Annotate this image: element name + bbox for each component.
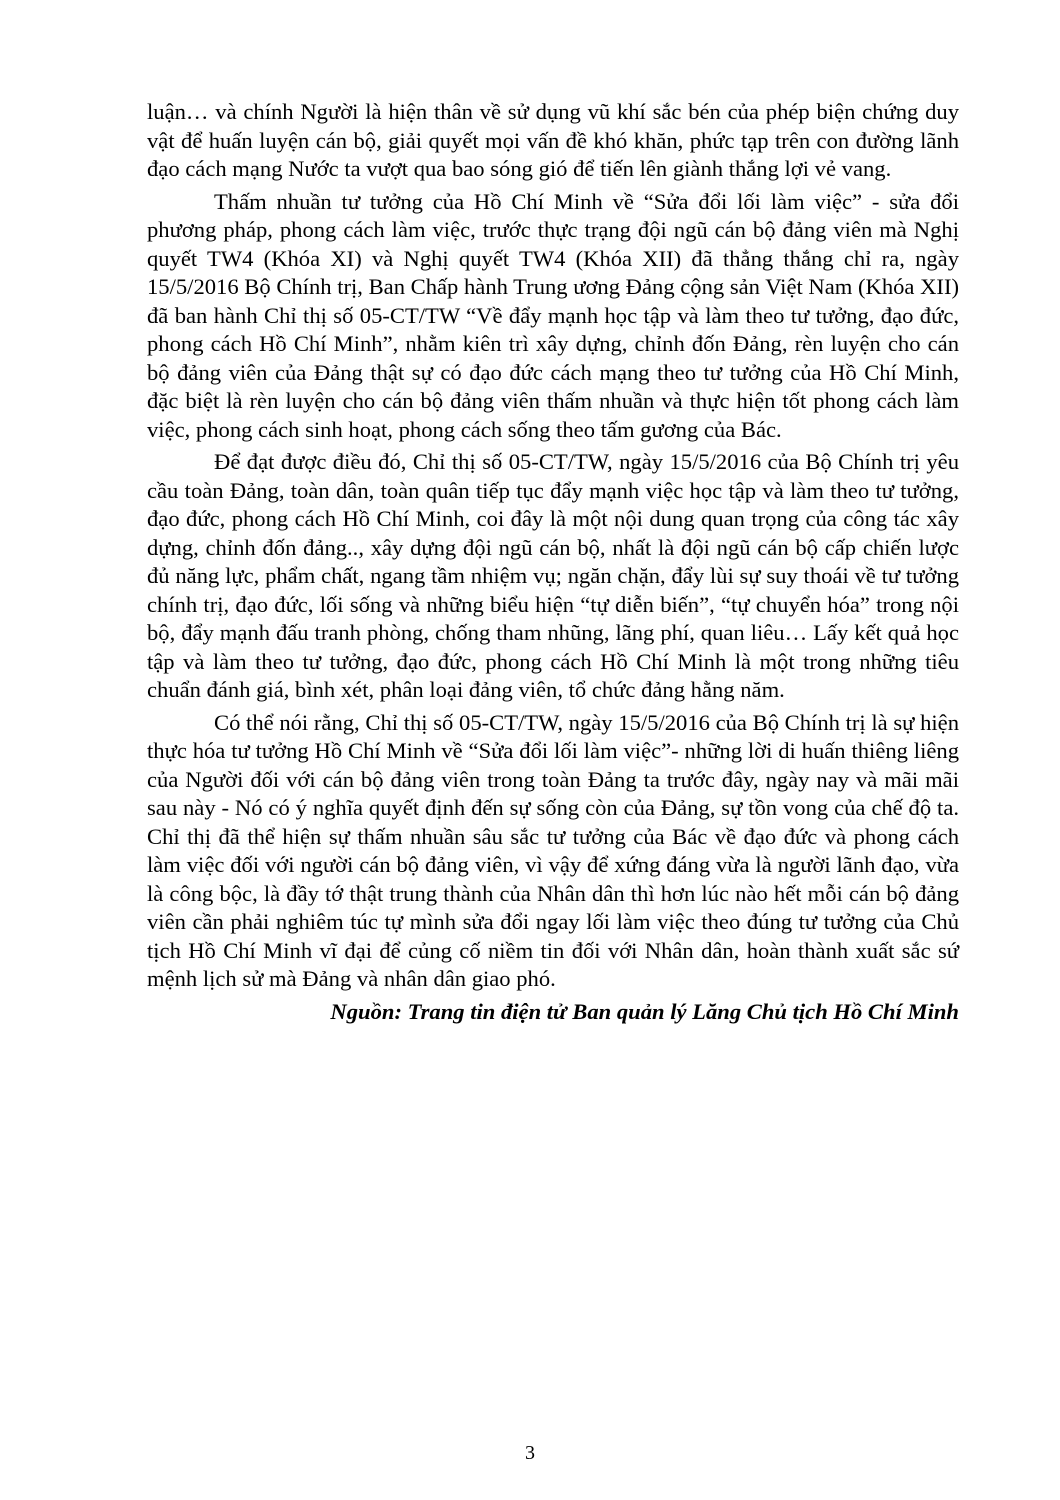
document-body (147, 98, 959, 1026)
paragraph: Để đạt được điều đó, Chỉ thị số 05-CT/TW, ngày 15/5/2016 của Bộ Chính trị yêu cầu toàn Đảng, toàn dân, toàn quân tiếp tục đẩy mạnh việc học tập và làm theo tư tưởng, đạo đức, phong cách Hồ Chí Minh, coi đây là một nội dung quan trọng của công tác xây dựng, chỉnh đốn đảng.., xây dựng đội ngũ cán bộ, nhất là đội ngũ cán bộ cấp chiến lược đủ năng lực, phẩm chất, ngang tầm nhiệm vụ; ngăn chặn, đẩy lùi sự suy thoái về tư tưởng chính trị, đạo đức, lối sống và những biểu hiện “tự diễn biến”, “tự chuyển hóa” trong nội bộ, đẩy mạnh đấu tranh phòng, chống tham nhũng, lãng phí, quan liêu… Lấy kết quả học tập và làm theo tư tưởng, đạo đức, phong cách Hồ Chí Minh là một trong những tiêu chuẩn đánh giá, bình xét, phân loại đảng viên, tổ chức đảng hằng năm. (147, 449, 959, 702)
paragraph: Có thể nói rằng, Chỉ thị số 05-CT/TW, ngày 15/5/2016 của Bộ Chính trị là sự hiện thực hóa tư tưởng Hồ Chí Minh về “Sửa đổi lối làm việc”- những lời di huấn thiêng liêng của Người đối với cán bộ đảng viên trong toàn Đảng ta trước đây, ngày nay và mãi mãi sau này - Nó có ý nghĩa quyết định đến sự sống còn của Đảng, sự tồn vong của chế độ ta. Chỉ thị đã thể hiện sự thấm nhuần sâu sắc tư tưởng của Bác về đạo đức và phong cách làm việc đối với người cán bộ đảng viên, vì vậy để xứng đáng vừa là người lãnh đạo, vừa là công bộc, là đầy tớ thật trung thành của Nhân dân thì hơn lúc nào hết mỗi cán bộ đảng viên cần phải nghiêm túc tự mình sửa đổi ngay lối làm việc theo đúng tư tưởng của Chủ tịch Hồ Chí Minh vĩ đại để củng cố niềm tin đối với Nhân dân, hoàn thành xuất sắc sứ mệnh lịch sử mà Đảng và nhân dân giao phó. (147, 709, 959, 991)
page-number: 3 (525, 1442, 535, 1464)
paragraph: Thấm nhuần tư tưởng của Hồ Chí Minh về “Sửa đổi lối làm việc” - sửa đổi phương pháp, phong cách làm việc, trước thực trạng đội ngũ cán bộ đảng viên mà Nghị quyết TW4 (Khóa XI) và Nghị quyết TW4 (Khóa XII) đã thẳng thắng chỉ ra, ngày 15/5/2016 Bộ Chính trị, Ban Chấp hành Trung ương Đảng cộng sản Việt Nam (Khóa XII) đã ban hành Chỉ thị số 05-CT/TW “Về đẩy mạnh học tập và làm theo tư tưởng, đạo đức, phong cách Hồ Chí Minh”, nhằm kiên trì xây dựng, chỉnh đốn Đảng, rèn luyện cho cán bộ đảng viên của Đảng thật sự có đạo đức cách mạng theo tư tưởng của Hồ Chí Minh, đặc biệt là rèn luyện cho cán bộ đảng viên thấm nhuần và thực hiện tốt phong cách làm việc, phong cách sinh hoạt, phong cách sống theo tấm gương của Bác. (147, 188, 959, 442)
source-citation: Nguồn: Trang tin điện tử Ban quản lý Lăng Chủ tịch Hồ Chí Minh (330, 998, 959, 1024)
paragraph-continuation: luận… và chính Người là hiện thân về sử dụng vũ khí sắc bén của phép biện chứng duy vật để huấn luyện cán bộ, giải quyết mọi vấn đề khó khăn, phức tạp trên con đường lãnh đạo cách mạng Nước ta vượt qua bao sóng gió để tiến lên giành thắng lợi vẻ vang. (147, 99, 959, 181)
